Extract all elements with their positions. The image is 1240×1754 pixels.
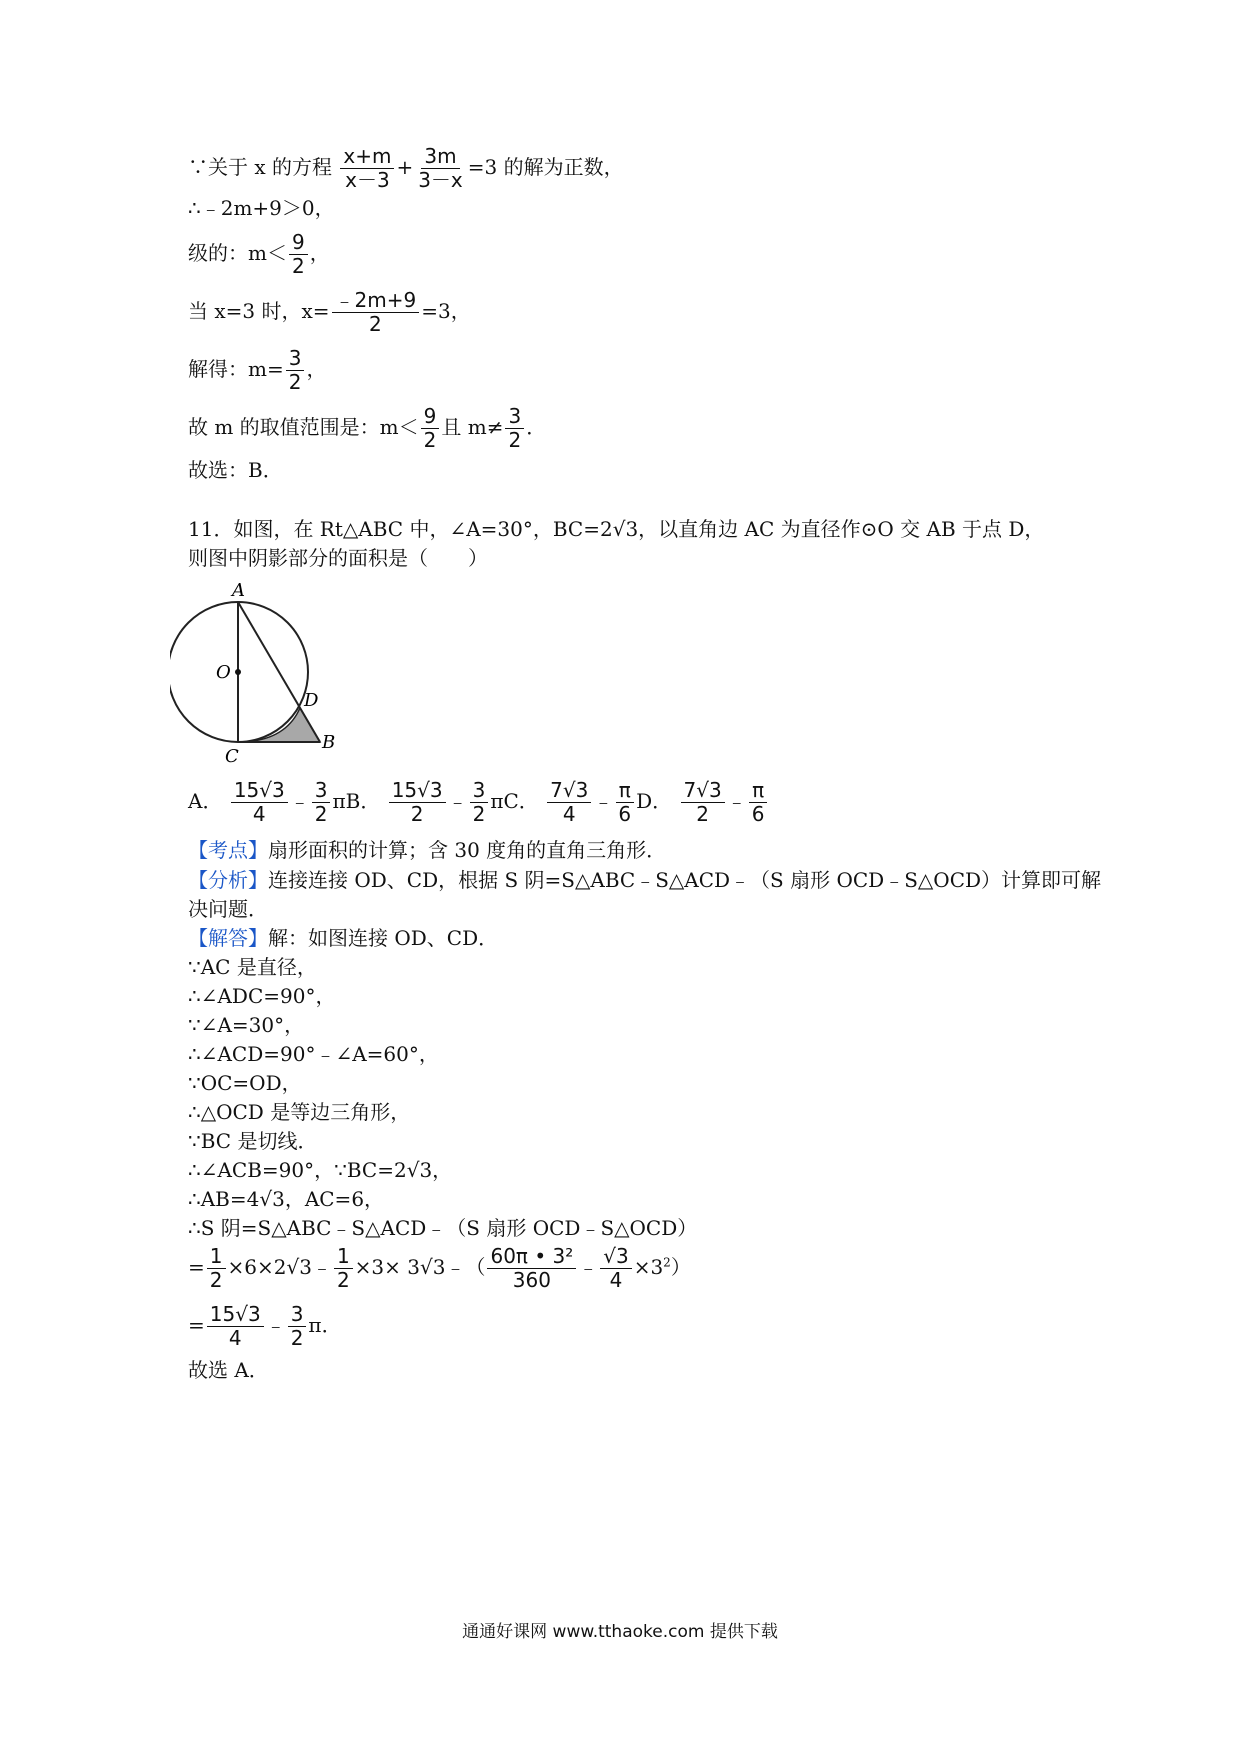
final-answer: 故选 A． <box>188 1358 269 1382</box>
line-answer-b: 故选：B． <box>188 458 283 482</box>
step-line: ∵OC=OD， <box>188 1071 302 1095</box>
fraction: $\frac{15√3}{4}$ <box>231 780 288 825</box>
fenxi-line: 【分析】连接连接 OD、CD，根据 S 阴=S△ABC﹣S△ACD﹣（S 扇形 OCD﹣S△OCD）计算即可解 <box>188 868 1102 892</box>
calc-line-2: = $\frac{15√3}{4}$ ﹣ $\frac{3}{2}$ π． <box>188 1302 342 1350</box>
label-c: C <box>225 746 239 767</box>
fraction: $\frac{\pi}{6}$ <box>615 780 634 825</box>
jieda-tag: 【解答】 <box>188 926 268 950</box>
fraction: $\frac{9}{2}$ <box>421 406 440 451</box>
step-line: ∵BC 是切线． <box>188 1129 318 1153</box>
geometry-figure <box>170 578 350 778</box>
step-line: ∵AC 是直径， <box>188 955 317 979</box>
label-a: A <box>232 580 245 601</box>
fraction: $\frac{3}{2}$ <box>470 780 489 825</box>
fraction: $\frac{3m}{3-x}$ <box>418 144 463 192</box>
fraction: $\frac{3}{2}$ <box>505 406 524 451</box>
jieda-line: 【解答】解：如图连接 OD、CD． <box>188 926 499 950</box>
fraction: $\frac{1}{2}$ <box>207 1246 226 1291</box>
fenxi-tag: 【分析】 <box>188 868 268 892</box>
label-b: B <box>322 732 336 753</box>
step-line: ∵∠A=30°， <box>188 1013 305 1037</box>
option-a-label: A． <box>188 789 223 813</box>
step-line: ∴∠ADC=90°， <box>188 984 336 1008</box>
step-line: ∴∠ACD=90°﹣∠A=60°， <box>188 1042 439 1066</box>
fraction: $\frac{7√3}{4}$ <box>547 780 591 825</box>
fraction: $\frac{3}{2}$ <box>312 780 331 825</box>
page-footer: 通通好课网 www.tthaoke.com 提供下载 <box>462 1622 778 1642</box>
fraction: $\frac{15√3}{4}$ <box>207 1304 264 1349</box>
fraction: $\frac{√3}{4}$ <box>600 1246 631 1291</box>
fraction: $\frac{\pi}{6}$ <box>749 780 768 825</box>
fraction: $\frac{9}{2}$ <box>289 232 308 277</box>
question-11-line1: 11．如图，在 Rt△ABC 中，∠A=30°，BC=2√3，以直角边 AC 为直径作⊙O 交 AB 于点 D， <box>188 517 1045 541</box>
kaodian-line: 【考点】扇形面积的计算；含 30 度角的直角三角形． <box>188 838 667 862</box>
step-line: ∴S 阴=S△ABC﹣S△ACD﹣（S 扇形 OCD﹣S△OCD） <box>188 1216 698 1240</box>
answer-options: A． $\frac{15√3}{4}$ ﹣ $\frac{3}{2}$ πB． $\frac{15√3}{2}$ ﹣ $\frac{3}{2}$ πC． $\frac{7√3}{4}$ ﹣ $\frac{\pi}{6}$ D． $\frac{7√3}{2}$ ﹣ $\frac{\pi}{6}$ <box>188 780 769 825</box>
center-dot <box>235 669 241 675</box>
option-d-label: D． <box>636 789 673 813</box>
line-x-equals-3: 当 x=3 时，x= $\frac{﹣2m+9}{2}$ =3， <box>188 288 471 336</box>
fraction: $\frac{\text{60π • 3²}}{360}$ <box>487 1246 576 1291</box>
line-inequality: ∴﹣2m+9＞0， <box>188 196 335 220</box>
step-line: ∴△OCD 是等边三角形， <box>188 1100 411 1124</box>
calc-line-1: = $\frac{1}{2}$ ×6×2√3﹣ $\frac{1}{2}$ ×3× 3√3﹣（ $\frac{\text{60π • 3²}}{360}$ ﹣ $\frac{√3}{4}$ $\times 3^2$） <box>188 1244 691 1292</box>
fraction: $\frac{x+m}{x-3}$ <box>340 146 394 191</box>
line-solve-m: 解得：m= $\frac{3}{2}$ ， <box>188 346 327 394</box>
fraction: $\frac{7√3}{2}$ <box>681 780 725 825</box>
step-line: ∴∠ACB=90°，∵BC=2√3， <box>188 1158 453 1182</box>
fraction: $\frac{﹣2m+9}{2}$ <box>332 290 420 335</box>
step-line: ∴AB=4√3，AC=6， <box>188 1187 385 1211</box>
label-o: O <box>216 662 231 683</box>
label-d: D <box>304 690 319 711</box>
question-11-line2: 则图中阴影部分的面积是（ ） <box>188 546 488 570</box>
option-b-label: B． <box>345 789 381 813</box>
fraction: $\frac{3}{2}$ <box>288 1304 307 1349</box>
fenxi-line-2: 决问题． <box>188 897 268 921</box>
fraction: $\frac{1}{2}$ <box>334 1246 353 1291</box>
kaodian-tag: 【考点】 <box>188 838 268 862</box>
shaded-region <box>238 708 320 742</box>
line-range: 故 m 的取值范围是：m＜ $\frac{9}{2}$ 且 m≠ $\frac{3}{2}$ ． <box>188 404 547 452</box>
fraction: $\frac{15√3}{2}$ <box>389 780 446 825</box>
line-eq-condition: ∵关于 x 的方程 $\frac{x+m}{x-3}$ + $\frac{3m}{3-x}$ =3 的解为正数， <box>188 144 624 192</box>
line-m-bound: 级的：m＜ $\frac{9}{2}$ ， <box>188 230 330 278</box>
option-c-label: C． <box>503 789 539 813</box>
fraction: $\frac{3}{2}$ <box>286 348 305 393</box>
